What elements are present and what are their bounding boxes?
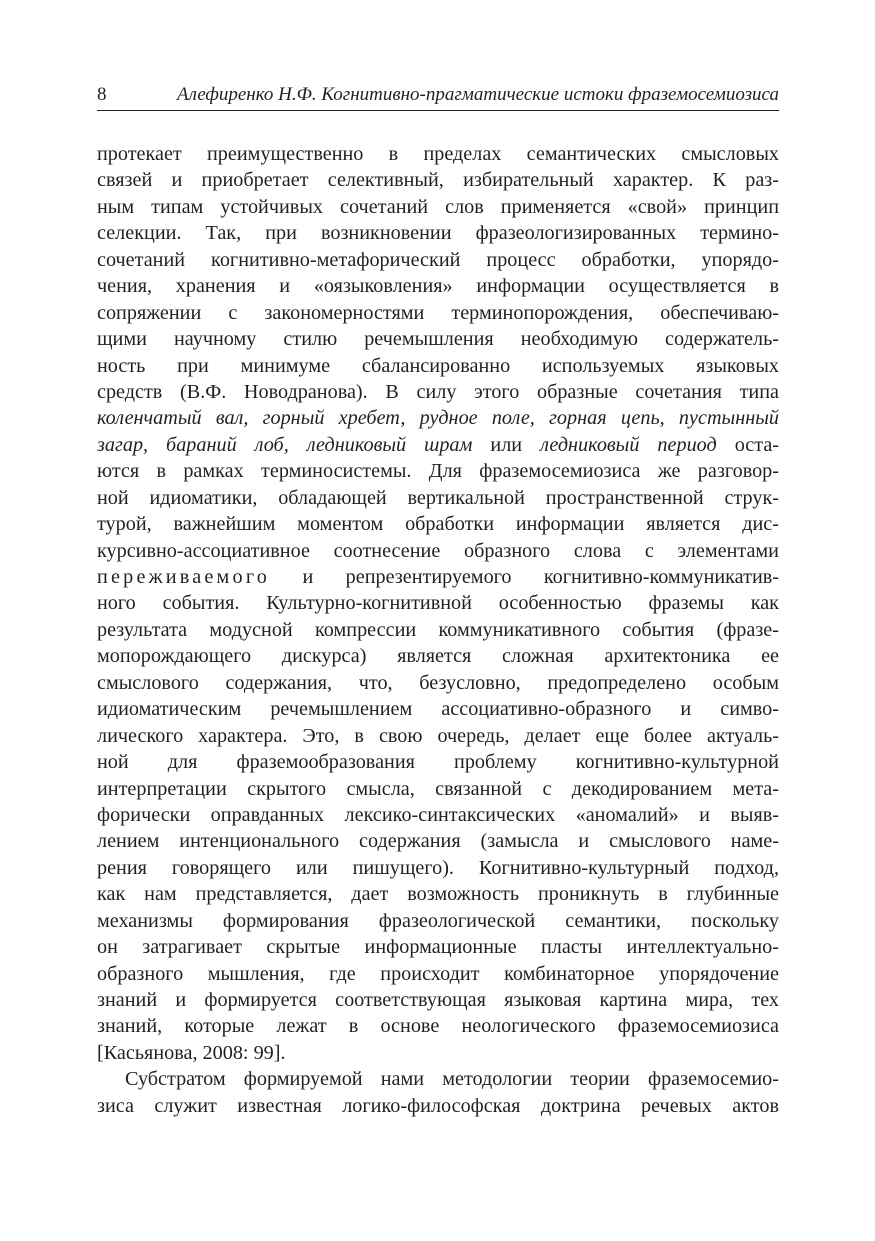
conjunction: или xyxy=(472,433,541,456)
running-title: Алефиренко Н.Ф. Когнитивно-прагматические истоки фраземосемиозиса xyxy=(177,84,779,105)
text-line-mixed xyxy=(97,432,779,458)
text-line: турой, важнейшим моментом обработки информации является дис- xyxy=(97,513,779,536)
text-line: лического характера. Это, в свою очередь, делает еще более актуаль- xyxy=(97,724,779,747)
page-number: 8 xyxy=(97,84,107,105)
text-line: результата модусной компрессии коммуникативного события (фразе- xyxy=(97,618,779,641)
text-fragment: и репрезентируемого когнитивно-коммуникатив- xyxy=(270,566,779,588)
text-line: идиоматическим речемышлением ассоциативно-образного и симво- xyxy=(97,698,779,721)
text-line: рения говорящего или пишущего). Когнитивно-культурный подход, xyxy=(97,856,779,879)
running-head xyxy=(97,80,779,111)
text-line: механизмы формирования фразеологической семантики, поскольку xyxy=(97,909,779,932)
text-line: ются в рамках терминосистемы. Для фраземосемиозиса же разговор- xyxy=(97,460,779,483)
text-line: образного мышления, где происходит комбинаторное упорядочение xyxy=(97,962,779,985)
text-line: как нам представляется, дает возможность проникнуть в глубинные xyxy=(97,883,779,906)
text-line: ного события. Культурно-когнитивной особенностью фраземы как xyxy=(97,592,779,615)
text-line: сопряжении с закономерностями терминопорождения, обеспечиваю- xyxy=(97,301,779,324)
text-line-mixed xyxy=(97,564,779,590)
text-line: интерпретации скрытого смысла, связанной с декодированием мета- xyxy=(97,777,779,800)
text-line: он затрагивает скрытые информационные пласты интеллектуально- xyxy=(97,936,779,959)
text-line: связей и приобретает селективный, избирательный характер. К раз- xyxy=(97,169,779,192)
text-line: знаний, которые лежат в основе неологического фраземосемиозиса xyxy=(97,1015,779,1038)
italic-examples-line: коленчатый вал, горный хребет, рудное поле, горная цепь, пустынный xyxy=(97,407,779,430)
text-line: ным типам устойчивых сочетаний слов применяется «свой» принцип xyxy=(97,195,779,218)
text-line: сочетаний когнитивно-метафорический процесс обработки, упорядо- xyxy=(97,248,779,271)
text-line: протекает преимущественно в пределах семантических смысловых xyxy=(97,143,779,165)
text-line: мопорождающего дискурса) является сложная архитектоника ее xyxy=(97,645,779,668)
text-line: ность при минимуме сбалансированно используемых языковых xyxy=(97,354,779,377)
text-line: знаний и формируется соответствующая языковая картина мира, тех xyxy=(97,989,779,1011)
body-text xyxy=(97,141,779,1119)
italic-example: ледниковый период xyxy=(540,433,717,456)
text-line: зиса служит известная логико-философская доктрина речевых актов xyxy=(97,1094,779,1117)
text-line: селекции. Так, при возникновении фразеологизированных термино- xyxy=(97,222,779,245)
text-line: форически оправданных лексико-синтаксических «аномалий» и выяв- xyxy=(97,803,779,826)
letterspaced-word: переживаемого xyxy=(97,566,271,588)
text-line: Субстратом формируемой нами методологии теории фраземосемио- xyxy=(125,1068,779,1091)
text-line: ной идиоматики, обладающей вертикальной пространственной струк- xyxy=(97,486,779,509)
text-line: курсивно-ассоциативное соотнесение образного слова с элементами xyxy=(97,539,779,562)
paragraph-1 xyxy=(97,141,779,1066)
text-fragment: оста- xyxy=(716,433,780,456)
text-line: смыслового содержания, что, безусловно, предопределено особым xyxy=(97,671,779,694)
paragraph-2 xyxy=(97,1066,779,1119)
italic-examples: загар, бараний лоб, ледниковый шрам xyxy=(97,433,473,456)
text-line: щими научному стилю речемышления необходимую содержатель- xyxy=(97,328,779,351)
text-line: лением интенционального содержания (замысла и смыслового наме- xyxy=(97,830,779,853)
text-line: чения, хранения и «оязыковления» информации осуществляется в xyxy=(97,275,779,298)
text-line: средств (В.Ф. Новодранова). В силу этого образные сочетания типа xyxy=(97,380,779,403)
citation-line: [Касьянова, 2008: 99]. xyxy=(97,1041,286,1064)
text-line: ной для фраземообразования проблему когнитивно-культурной xyxy=(97,751,779,774)
